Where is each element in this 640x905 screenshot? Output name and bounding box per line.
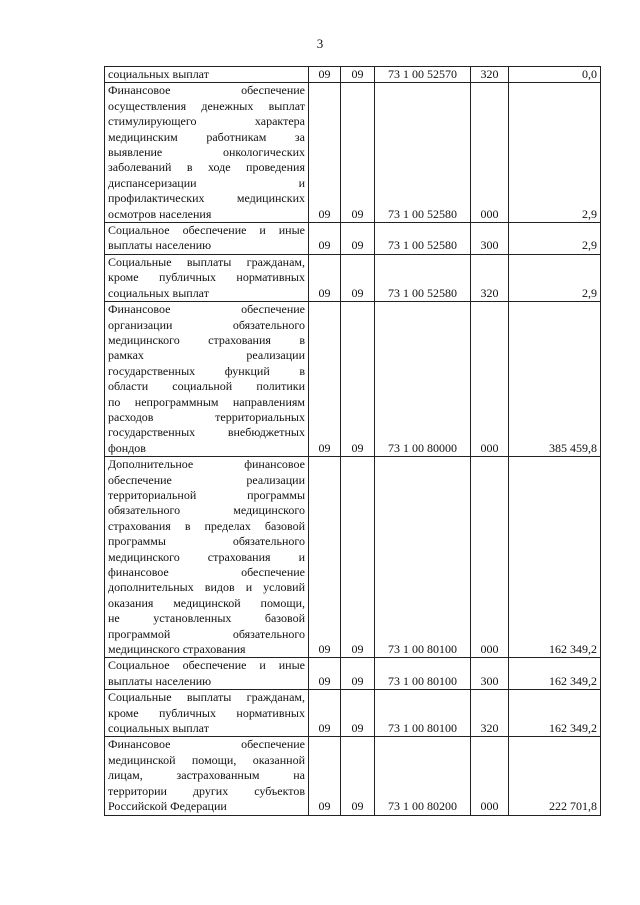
- row-description: [105, 457, 309, 658]
- target-article-code: 73 1 00 80100: [375, 658, 471, 690]
- description-line: государственных внебюджетных: [108, 425, 305, 440]
- amount-cell: 0,0: [509, 67, 601, 83]
- target-article-code: 73 1 00 52580: [375, 223, 471, 255]
- subsection-code: 09: [341, 223, 375, 255]
- description-line: выплаты населению: [108, 238, 212, 253]
- description-line: рамках реализации: [108, 348, 305, 363]
- description-line: Социальное обеспечение и иные: [108, 658, 305, 673]
- row-description: [105, 67, 309, 83]
- description-line: государственных функций в: [108, 363, 305, 378]
- expense-type-code: 000: [471, 737, 509, 815]
- description-line: осуществления денежных выплат: [108, 98, 305, 113]
- description-line: выплаты населению: [108, 673, 212, 688]
- description-line: профилактических медицинских: [108, 191, 305, 206]
- description-line: Социальное обеспечение и иные: [108, 223, 305, 238]
- row-description: [105, 302, 309, 457]
- description-line: Социальные выплаты гражданам,: [108, 254, 305, 269]
- table-row: [105, 83, 601, 223]
- table-row: [105, 457, 601, 658]
- description-line: медицинского страхования: [108, 642, 246, 657]
- description-line: фондов: [108, 440, 146, 455]
- amount-cell: 385 459,8: [509, 302, 601, 457]
- amount-cell: 162 349,2: [509, 457, 601, 658]
- table-row: [105, 223, 601, 255]
- expense-type-code: 320: [471, 690, 509, 737]
- amount-cell: 222 701,8: [509, 737, 601, 815]
- target-article-code: 73 1 00 52580: [375, 83, 471, 223]
- description-line: медицинского страхования в: [108, 332, 305, 347]
- expense-type-code: 300: [471, 658, 509, 690]
- page-number: 3: [316, 36, 324, 51]
- target-article-code: 73 1 00 80000: [375, 302, 471, 457]
- target-article-code: 73 1 00 80100: [375, 690, 471, 737]
- expense-type-code: 320: [471, 67, 509, 83]
- description-line: медицинским работникам за: [108, 129, 305, 144]
- description-line: обязательного медицинского: [108, 503, 305, 518]
- description-line: обеспечение реализации: [108, 472, 305, 487]
- amount-cell: 162 349,2: [509, 690, 601, 737]
- table-row: [105, 737, 601, 815]
- subsection-code: 09: [341, 737, 375, 815]
- section-code: 09: [309, 302, 341, 457]
- description-line: страхования в пределах базовой: [108, 518, 305, 533]
- description-line: стимулирующего характера: [108, 114, 305, 129]
- description-line: области социальной политики: [108, 379, 305, 394]
- description-line: социальных выплат: [108, 721, 209, 736]
- description-line: социальных выплат: [108, 285, 209, 300]
- subsection-code: 09: [341, 67, 375, 83]
- description-line: заболеваний в ходе проведения: [108, 160, 305, 175]
- description-line: кроме публичных нормативных: [108, 705, 305, 720]
- description-line: дополнительных видов и условий: [108, 580, 305, 595]
- section-code: 09: [309, 690, 341, 737]
- table-row: [105, 67, 601, 83]
- description-line: оказания медицинской помощи,: [108, 595, 305, 610]
- description-line: финансовое обеспечение: [108, 565, 305, 579]
- target-article-code: 73 1 00 80100: [375, 457, 471, 658]
- amount-cell: 162 349,2: [509, 658, 601, 690]
- row-description: [105, 254, 309, 301]
- description-line: территории других субъектов: [108, 783, 305, 798]
- section-code: 09: [309, 658, 341, 690]
- description-line: медицинского страхования и: [108, 549, 305, 564]
- row-description: [105, 223, 309, 255]
- subsection-code: 09: [341, 83, 375, 223]
- target-article-code: 73 1 00 52580: [375, 254, 471, 301]
- description-line: Финансовое обеспечение: [108, 302, 305, 317]
- description-line: кроме публичных нормативных: [108, 270, 305, 285]
- subsection-code: 09: [341, 690, 375, 737]
- table-row: [105, 254, 601, 301]
- description-line: Финансовое обеспечение: [108, 737, 305, 752]
- amount-cell: 2,9: [509, 83, 601, 223]
- row-description: [105, 737, 309, 815]
- expense-type-code: 000: [471, 302, 509, 457]
- amount-cell: 2,9: [509, 223, 601, 255]
- target-article-code: 73 1 00 80200: [375, 737, 471, 815]
- section-code: 09: [309, 67, 341, 83]
- section-code: 09: [309, 223, 341, 255]
- description-line: Дополнительное финансовое: [108, 457, 305, 472]
- description-line: лицам, застрахованным на: [108, 768, 305, 783]
- amount-cell: 2,9: [509, 254, 601, 301]
- description-line: не установленных базовой: [108, 611, 305, 626]
- table-row: [105, 658, 601, 690]
- description-line: выявление онкологических: [108, 145, 305, 160]
- budget-table: [104, 66, 601, 816]
- subsection-code: 09: [341, 302, 375, 457]
- description-line: медицинской помощи, оказанной: [108, 752, 305, 767]
- section-code: 09: [309, 737, 341, 815]
- section-code: 09: [309, 254, 341, 301]
- description-line: социальных выплат: [108, 67, 209, 81]
- description-line: Социальные выплаты гражданам,: [108, 690, 305, 705]
- subsection-code: 09: [341, 658, 375, 690]
- description-line: расходов территориальных: [108, 409, 305, 424]
- expense-type-code: 000: [471, 457, 509, 658]
- expense-type-code: 320: [471, 254, 509, 301]
- description-line: Российской Федерации: [108, 799, 227, 814]
- table-row: [105, 690, 601, 737]
- description-line: по непрограммным направлениям: [108, 394, 305, 409]
- target-article-code: 73 1 00 52570: [375, 67, 471, 83]
- description-line: осмотров населения: [108, 206, 212, 221]
- description-line: программой обязательного: [108, 626, 305, 641]
- section-code: 09: [309, 457, 341, 658]
- description-line: диспансеризации и: [108, 175, 305, 190]
- description-line: программы обязательного: [108, 534, 305, 549]
- row-description: [105, 658, 309, 690]
- subsection-code: 09: [341, 457, 375, 658]
- row-description: [105, 83, 309, 223]
- section-code: 09: [309, 83, 341, 223]
- description-line: Финансовое обеспечение: [108, 83, 305, 98]
- row-description: [105, 690, 309, 737]
- expense-type-code: 300: [471, 223, 509, 255]
- description-line: территориальной программы: [108, 487, 305, 502]
- budget-table-body: [105, 67, 601, 816]
- expense-type-code: 000: [471, 83, 509, 223]
- subsection-code: 09: [341, 254, 375, 301]
- table-row: [105, 302, 601, 457]
- description-line: организации обязательного: [108, 317, 305, 332]
